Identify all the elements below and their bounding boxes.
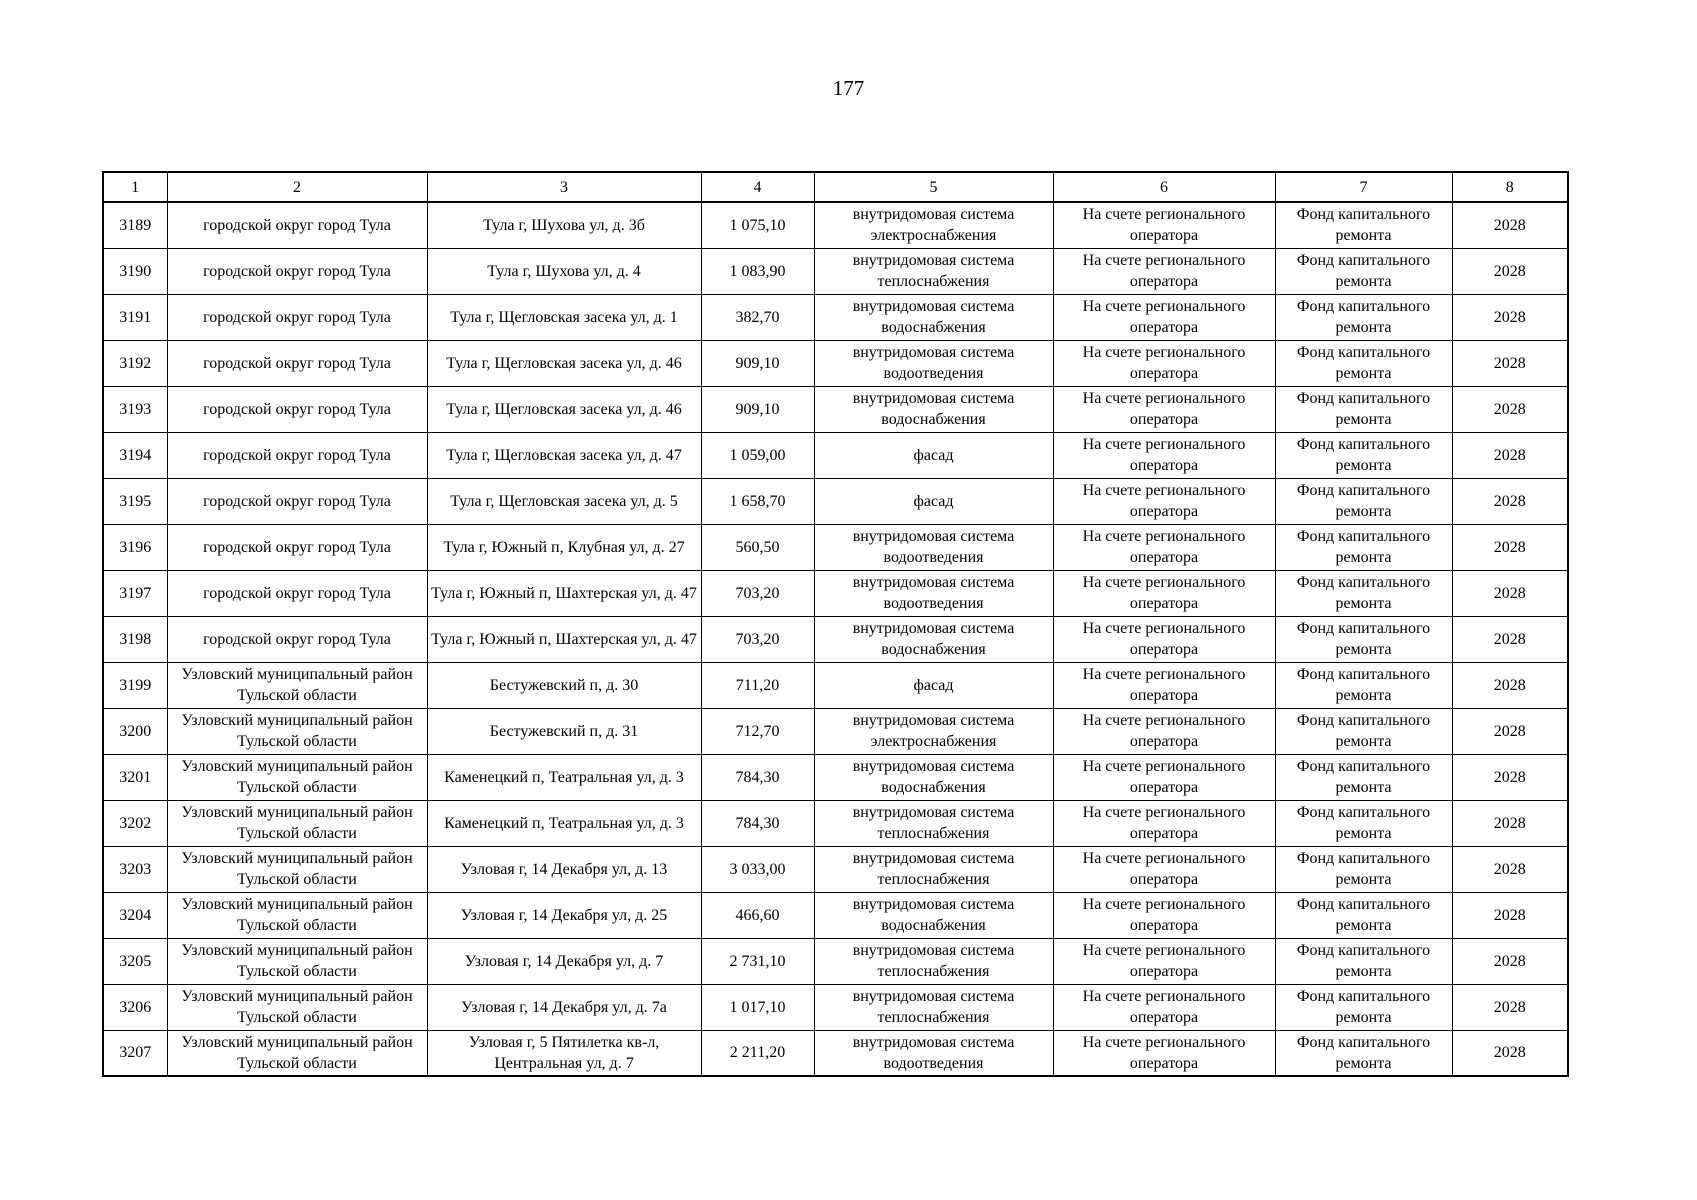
table-row (103, 1030, 1568, 1076)
address-cell: Бестужевский п, д. 30 (427, 662, 701, 708)
area-cell: 3 033,00 (701, 846, 814, 892)
work-type-cell: внутридомовая система водоснабжения (814, 386, 1053, 432)
year-cell: 2028 (1452, 478, 1568, 524)
municipality-cell: Узловский муниципальный район Тульской области (167, 892, 427, 938)
table-row (103, 892, 1568, 938)
area-cell: 703,20 (701, 616, 814, 662)
year-cell: 2028 (1452, 432, 1568, 478)
year-cell: 2028 (1452, 294, 1568, 340)
work-type-cell: фасад (814, 478, 1053, 524)
table-row (103, 938, 1568, 984)
address-cell: Тула г, Щегловская засека ул, д. 47 (427, 432, 701, 478)
row-number-cell: 3189 (103, 202, 167, 248)
row-number-cell: 3193 (103, 386, 167, 432)
address-cell: Узловая г, 5 Пятилетка кв-л, Центральная ул, д. 7 (427, 1030, 701, 1076)
area-cell: 466,60 (701, 892, 814, 938)
fund-account-cell: На счете регионального оператора (1053, 846, 1275, 892)
area-cell: 1 017,10 (701, 984, 814, 1030)
work-type-cell: внутридомовая система теплоснабжения (814, 846, 1053, 892)
municipality-cell: Узловский муниципальный район Тульской области (167, 984, 427, 1030)
fund-account-cell: На счете регионального оператора (1053, 294, 1275, 340)
table-row (103, 478, 1568, 524)
work-type-cell: внутридомовая система теплоснабжения (814, 248, 1053, 294)
area-cell: 909,10 (701, 386, 814, 432)
header-cell: 6 (1053, 172, 1275, 202)
funding-source-cell: Фонд капитального ремонта (1275, 892, 1452, 938)
row-number-cell: 3199 (103, 662, 167, 708)
area-cell: 909,10 (701, 340, 814, 386)
table-row (103, 432, 1568, 478)
row-number-cell: 3206 (103, 984, 167, 1030)
table-body (103, 202, 1568, 1076)
funding-source-cell: Фонд капитального ремонта (1275, 248, 1452, 294)
address-cell: Тула г, Щегловская засека ул, д. 1 (427, 294, 701, 340)
funding-source-cell: Фонд капитального ремонта (1275, 432, 1452, 478)
work-type-cell: внутридомовая система водоотведения (814, 340, 1053, 386)
area-cell: 1 083,90 (701, 248, 814, 294)
municipality-cell: Узловский муниципальный район Тульской области (167, 1030, 427, 1076)
address-cell: Узловая г, 14 Декабря ул, д. 13 (427, 846, 701, 892)
year-cell: 2028 (1452, 524, 1568, 570)
table-row (103, 202, 1568, 248)
address-cell: Тула г, Щегловская засека ул, д. 46 (427, 386, 701, 432)
fund-account-cell: На счете регионального оператора (1053, 432, 1275, 478)
year-cell: 2028 (1452, 386, 1568, 432)
table-row (103, 340, 1568, 386)
area-cell: 560,50 (701, 524, 814, 570)
municipality-cell: городской округ город Тула (167, 294, 427, 340)
header-cell: 8 (1452, 172, 1568, 202)
row-number-cell: 3202 (103, 800, 167, 846)
table-row (103, 800, 1568, 846)
table-row (103, 846, 1568, 892)
address-cell: Тула г, Щегловская засека ул, д. 46 (427, 340, 701, 386)
fund-account-cell: На счете регионального оператора (1053, 708, 1275, 754)
row-number-cell: 3204 (103, 892, 167, 938)
municipality-cell: городской округ город Тула (167, 478, 427, 524)
register-table (102, 171, 1569, 1077)
row-number-cell: 3201 (103, 754, 167, 800)
area-cell: 382,70 (701, 294, 814, 340)
area-cell: 711,20 (701, 662, 814, 708)
funding-source-cell: Фонд капитального ремонта (1275, 386, 1452, 432)
row-number-cell: 3203 (103, 846, 167, 892)
fund-account-cell: На счете регионального оператора (1053, 570, 1275, 616)
funding-source-cell: Фонд капитального ремонта (1275, 938, 1452, 984)
address-cell: Тула г, Шухова ул, д. 3б (427, 202, 701, 248)
fund-account-cell: На счете регионального оператора (1053, 616, 1275, 662)
year-cell: 2028 (1452, 984, 1568, 1030)
municipality-cell: городской округ город Тула (167, 202, 427, 248)
address-cell: Бестужевский п, д. 31 (427, 708, 701, 754)
funding-source-cell: Фонд капитального ремонта (1275, 708, 1452, 754)
municipality-cell: городской округ город Тула (167, 386, 427, 432)
fund-account-cell: На счете регионального оператора (1053, 524, 1275, 570)
fund-account-cell: На счете регионального оператора (1053, 984, 1275, 1030)
header-row (103, 172, 1568, 202)
work-type-cell: внутридомовая система теплоснабжения (814, 984, 1053, 1030)
work-type-cell: внутридомовая система водоотведения (814, 570, 1053, 616)
fund-account-cell: На счете регионального оператора (1053, 202, 1275, 248)
year-cell: 2028 (1452, 938, 1568, 984)
area-cell: 1 658,70 (701, 478, 814, 524)
year-cell: 2028 (1452, 800, 1568, 846)
municipality-cell: Узловский муниципальный район Тульской области (167, 662, 427, 708)
header-cell: 7 (1275, 172, 1452, 202)
row-number-cell: 3191 (103, 294, 167, 340)
municipality-cell: городской округ город Тула (167, 616, 427, 662)
address-cell: Тула г, Шухова ул, д. 4 (427, 248, 701, 294)
row-number-cell: 3205 (103, 938, 167, 984)
address-cell: Тула г, Щегловская засека ул, д. 5 (427, 478, 701, 524)
row-number-cell: 3197 (103, 570, 167, 616)
year-cell: 2028 (1452, 1030, 1568, 1076)
year-cell: 2028 (1452, 892, 1568, 938)
work-type-cell: фасад (814, 662, 1053, 708)
row-number-cell: 3190 (103, 248, 167, 294)
row-number-cell: 3198 (103, 616, 167, 662)
year-cell: 2028 (1452, 754, 1568, 800)
table-row (103, 616, 1568, 662)
address-cell: Тула г, Южный п, Клубная ул, д. 27 (427, 524, 701, 570)
municipality-cell: Узловский муниципальный район Тульской области (167, 938, 427, 984)
row-number-cell: 3195 (103, 478, 167, 524)
municipality-cell: городской округ город Тула (167, 340, 427, 386)
work-type-cell: внутридомовая система электроснабжения (814, 708, 1053, 754)
table-row (103, 294, 1568, 340)
header-cell: 2 (167, 172, 427, 202)
work-type-cell: внутридомовая система водоснабжения (814, 892, 1053, 938)
area-cell: 712,70 (701, 708, 814, 754)
fund-account-cell: На счете регионального оператора (1053, 248, 1275, 294)
year-cell: 2028 (1452, 570, 1568, 616)
funding-source-cell: Фонд капитального ремонта (1275, 478, 1452, 524)
funding-source-cell: Фонд капитального ремонта (1275, 616, 1452, 662)
table-row (103, 524, 1568, 570)
work-type-cell: внутридомовая система водоснабжения (814, 616, 1053, 662)
municipality-cell: городской округ город Тула (167, 432, 427, 478)
funding-source-cell: Фонд капитального ремонта (1275, 294, 1452, 340)
address-cell: Каменецкий п, Театральная ул, д. 3 (427, 754, 701, 800)
area-cell: 2 211,20 (701, 1030, 814, 1076)
row-number-cell: 3192 (103, 340, 167, 386)
header-cell: 4 (701, 172, 814, 202)
work-type-cell: внутридомовая система теплоснабжения (814, 938, 1053, 984)
funding-source-cell: Фонд капитального ремонта (1275, 800, 1452, 846)
address-cell: Узловая г, 14 Декабря ул, д. 25 (427, 892, 701, 938)
year-cell: 2028 (1452, 708, 1568, 754)
address-cell: Тула г, Южный п, Шахтерская ул, д. 47 (427, 570, 701, 616)
municipality-cell: городской округ город Тула (167, 248, 427, 294)
table-row (103, 248, 1568, 294)
address-cell: Узловая г, 14 Декабря ул, д. 7 (427, 938, 701, 984)
funding-source-cell: Фонд капитального ремонта (1275, 754, 1452, 800)
funding-source-cell: Фонд капитального ремонта (1275, 1030, 1452, 1076)
table-row (103, 708, 1568, 754)
area-cell: 1 075,10 (701, 202, 814, 248)
area-cell: 784,30 (701, 800, 814, 846)
area-cell: 1 059,00 (701, 432, 814, 478)
header-cell: 3 (427, 172, 701, 202)
area-cell: 784,30 (701, 754, 814, 800)
address-cell: Тула г, Южный п, Шахтерская ул, д. 47 (427, 616, 701, 662)
row-number-cell: 3196 (103, 524, 167, 570)
year-cell: 2028 (1452, 662, 1568, 708)
page-number: 177 (832, 76, 865, 100)
fund-account-cell: На счете регионального оператора (1053, 938, 1275, 984)
address-cell: Каменецкий п, Театральная ул, д. 3 (427, 800, 701, 846)
year-cell: 2028 (1452, 846, 1568, 892)
area-cell: 2 731,10 (701, 938, 814, 984)
funding-source-cell: Фонд капитального ремонта (1275, 570, 1452, 616)
fund-account-cell: На счете регионального оператора (1053, 662, 1275, 708)
municipality-cell: Узловский муниципальный район Тульской области (167, 846, 427, 892)
work-type-cell: внутридомовая система электроснабжения (814, 202, 1053, 248)
work-type-cell: внутридомовая система водоотведения (814, 1030, 1053, 1076)
work-type-cell: внутридомовая система водоснабжения (814, 294, 1053, 340)
year-cell: 2028 (1452, 202, 1568, 248)
fund-account-cell: На счете регионального оператора (1053, 340, 1275, 386)
funding-source-cell: Фонд капитального ремонта (1275, 662, 1452, 708)
work-type-cell: внутридомовая система теплоснабжения (814, 800, 1053, 846)
funding-source-cell: Фонд капитального ремонта (1275, 984, 1452, 1030)
work-type-cell: внутридомовая система водоотведения (814, 524, 1053, 570)
table-row (103, 662, 1568, 708)
funding-source-cell: Фонд капитального ремонта (1275, 340, 1452, 386)
work-type-cell: фасад (814, 432, 1053, 478)
table-row (103, 570, 1568, 616)
area-cell: 703,20 (701, 570, 814, 616)
row-number-cell: 3200 (103, 708, 167, 754)
fund-account-cell: На счете регионального оператора (1053, 386, 1275, 432)
municipality-cell: городской округ город Тула (167, 570, 427, 616)
municipality-cell: Узловский муниципальный район Тульской области (167, 800, 427, 846)
fund-account-cell: На счете регионального оператора (1053, 478, 1275, 524)
work-type-cell: внутридомовая система водоснабжения (814, 754, 1053, 800)
address-cell: Узловая г, 14 Декабря ул, д. 7а (427, 984, 701, 1030)
municipality-cell: Узловский муниципальный район Тульской области (167, 754, 427, 800)
funding-source-cell: Фонд капитального ремонта (1275, 202, 1452, 248)
year-cell: 2028 (1452, 616, 1568, 662)
table-row (103, 386, 1568, 432)
year-cell: 2028 (1452, 340, 1568, 386)
year-cell: 2028 (1452, 248, 1568, 294)
row-number-cell: 3194 (103, 432, 167, 478)
fund-account-cell: На счете регионального оператора (1053, 754, 1275, 800)
header-cell: 5 (814, 172, 1053, 202)
funding-source-cell: Фонд капитального ремонта (1275, 846, 1452, 892)
municipality-cell: городской округ город Тула (167, 524, 427, 570)
row-number-cell: 3207 (103, 1030, 167, 1076)
fund-account-cell: На счете регионального оператора (1053, 800, 1275, 846)
fund-account-cell: На счете регионального оператора (1053, 1030, 1275, 1076)
fund-account-cell: На счете регионального оператора (1053, 892, 1275, 938)
table-row (103, 754, 1568, 800)
municipality-cell: Узловский муниципальный район Тульской области (167, 708, 427, 754)
table-row (103, 984, 1568, 1030)
header-cell: 1 (103, 172, 167, 202)
funding-source-cell: Фонд капитального ремонта (1275, 524, 1452, 570)
